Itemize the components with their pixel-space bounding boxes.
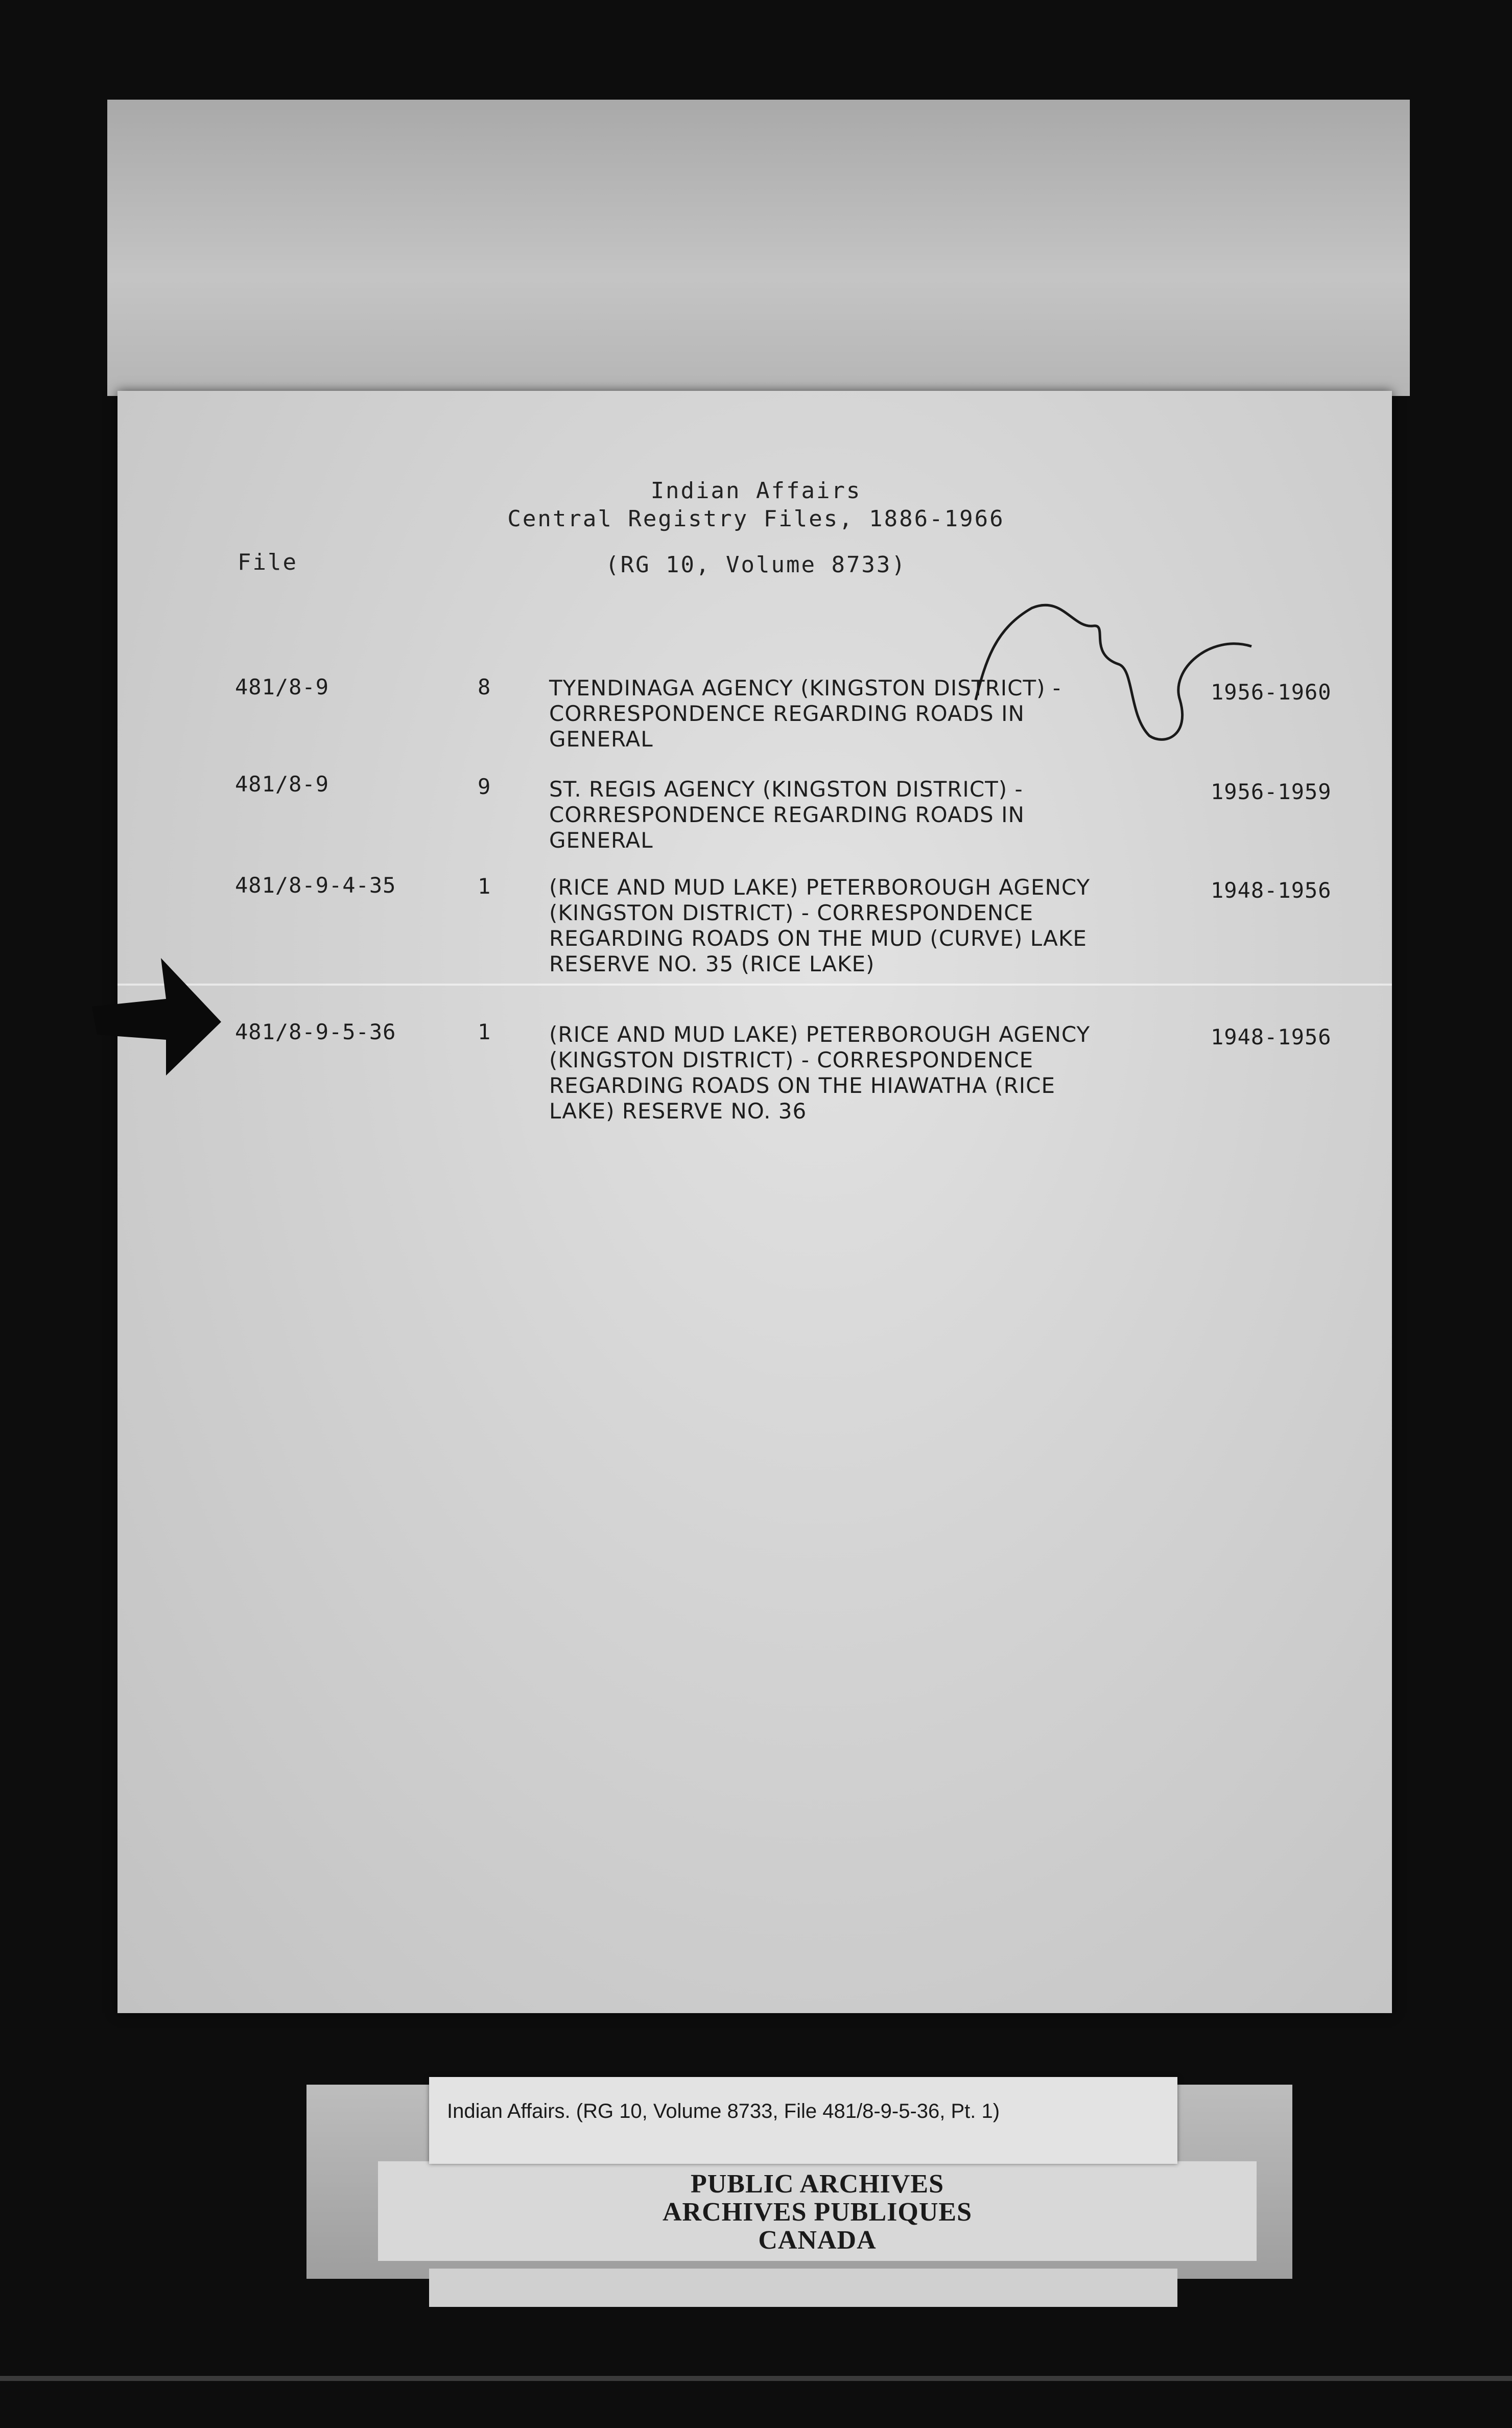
entry-file: 481/8-9-4-35	[235, 873, 396, 898]
stamp-line: CANADA	[758, 2226, 877, 2255]
entry-volume: 1	[478, 1019, 491, 1044]
header-volume: (RG 10, Volume 8733)	[605, 552, 907, 578]
pointer-arrow-icon	[89, 958, 222, 1076]
entry-title-line: CORRESPONDENCE REGARDING ROADS IN	[549, 802, 1025, 827]
entry-volume: 8	[478, 674, 491, 699]
entry-dates: 1948-1956	[1211, 878, 1332, 903]
entry-dates: 1948-1956	[1211, 1024, 1332, 1049]
file-column-heading: File	[238, 549, 298, 575]
entry-title-line: REGARDING ROADS ON THE MUD (CURVE) LAKE	[549, 926, 1087, 951]
stamp-line: PUBLIC ARCHIVES	[690, 2169, 944, 2199]
entry-file: 481/8-9-5-36	[235, 1019, 396, 1044]
header-subtitle: Central Registry Files, 1886-1966	[507, 506, 1005, 532]
entry-title-line: GENERAL	[549, 727, 653, 752]
fold-line	[117, 984, 1392, 986]
entry-title-line: GENERAL	[549, 828, 653, 853]
film-edge	[0, 2376, 1512, 2381]
entry-title-line: LAKE) RESERVE NO. 36	[549, 1099, 807, 1124]
handwritten-squiggle	[965, 598, 1262, 746]
back-sheet	[107, 100, 1410, 396]
entry-volume: 1	[478, 874, 491, 899]
stamp-line: ARCHIVES PUBLIQUES	[662, 2198, 973, 2227]
entry-file: 481/8-9	[235, 674, 329, 699]
entry-title-line: REGARDING ROADS ON THE HIAWATHA (RICE	[549, 1073, 1056, 1098]
entry-file: 481/8-9	[235, 772, 329, 797]
entry-title-line: CORRESPONDENCE REGARDING ROADS IN	[549, 701, 1025, 726]
entry-volume: 9	[478, 774, 491, 799]
entry-title-line: RESERVE NO. 35 (RICE LAKE)	[549, 951, 875, 976]
entry-title-line: TYENDINAGA AGENCY (KINGSTON DISTRICT) -	[549, 675, 1061, 701]
header-title: Indian Affairs	[650, 478, 862, 504]
entry-title-line: (KINGSTON DISTRICT) - CORRESPONDENCE	[549, 900, 1034, 925]
entry-title-line: (KINGSTON DISTRICT) - CORRESPONDENCE	[549, 1047, 1034, 1072]
bottom-strip	[429, 2269, 1177, 2307]
entry-dates: 1956-1959	[1211, 779, 1332, 804]
entry-title-line: (RICE AND MUD LAKE) PETERBOROUGH AGENCY	[549, 1022, 1091, 1047]
entry-title-line: (RICE AND MUD LAKE) PETERBOROUGH AGENCY	[549, 875, 1091, 900]
entry-title-line: ST. REGIS AGENCY (KINGSTON DISTRICT) -	[549, 777, 1023, 802]
reference-label: Indian Affairs. (RG 10, Volume 8733, File 481/8-9-5-36, Pt. 1)	[447, 2100, 1000, 2122]
entry-dates: 1956-1960	[1211, 680, 1332, 705]
